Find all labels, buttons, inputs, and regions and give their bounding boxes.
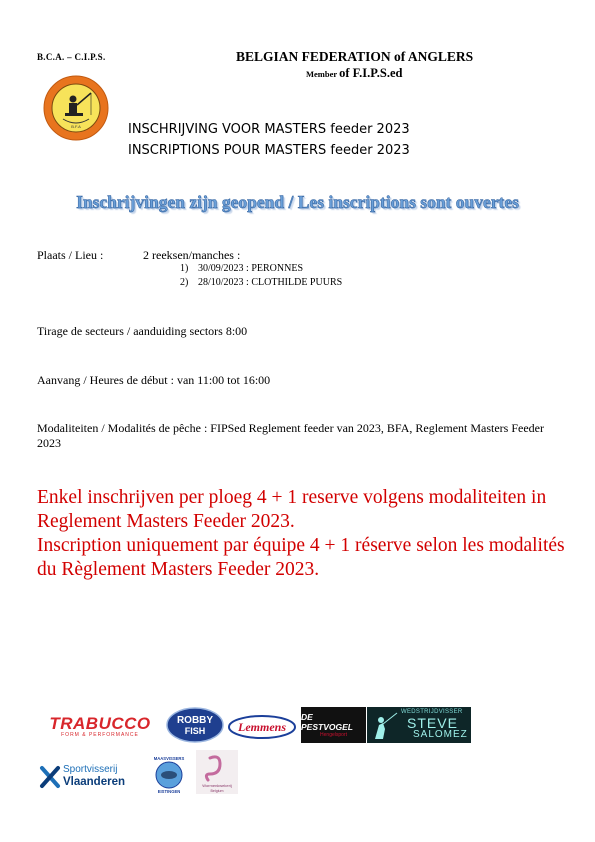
fishing-modalities: Modaliteiten / Modalités de pêche : FIPSed Reglement feeder van 2023, BFA, Reglement Masters Feeder 2023 [37,421,544,450]
sponsor-robby-fish-logo [165,706,225,744]
rounds-list [180,262,342,290]
svg-text:FISH: FISH [184,726,206,736]
notice-nl: Enkel inschrijven per ploeg 4 + 1 reserve volgens modaliteiten in Reglement Masters Feeder 2023. [37,487,547,532]
round-number: 1) [180,263,189,274]
sponsor-wormenkwekerij-logo [196,750,238,794]
sponsor-steve-salomez-logo [367,707,471,743]
sector-draw-time: Tirage de secteurs / aanduiding sectors 8:00 [37,324,248,338]
title-nl: INSCHRIJVING VOOR MASTERS feeder 2023 [128,122,410,137]
notice-fr: Inscription uniquement par équipe 4 + 1 réserve selon les modalités du Règlement Masters Feeder 2023. [37,535,565,580]
pestvogel-sub: Hengelsport [320,732,347,738]
sponsor-de-pestvogel-logo [301,707,366,743]
trabucco-name: TRABUCCO [49,713,151,733]
svg-text:Belgium: Belgium [210,789,224,793]
sponsor-maasvissers-logo [150,753,188,795]
sportvisserij-line2: Vlaanderen [63,776,125,788]
team-registration-notice [37,486,567,582]
round-text: 30/09/2023 : PERONNES [198,263,304,274]
bfa-federation-logo-icon [43,75,109,141]
svg-text:EISTINGEN: EISTINGEN [157,789,181,794]
header-left-org: B.C.A. – C.I.P.S. [37,52,106,62]
svg-text:Wormenkwekerij: Wormenkwekerij [202,783,232,788]
title-fr: INSCRIPTIONS POUR MASTERS feeder 2023 [128,143,410,158]
trabucco-tagline: FORM & PERFORMANCE [61,731,139,738]
sponsor-lemmens-logo [228,714,296,740]
sportvisserij-emblem-icon [39,765,61,789]
pestvogel-name: DE PESTVOGEL [301,712,353,732]
svg-text:ROBBY: ROBBY [176,715,214,726]
location-value: 2 reeksen/manches : [143,248,241,262]
svg-text:Lemmens: Lemmens [238,720,286,734]
sponsor-sportvisserij-vlaanderen-logo [39,762,147,792]
svg-text:B.F.A: B.F.A [71,124,81,129]
header-federation: BELGIAN FEDERATION of ANGLERS [236,49,474,64]
angler-silhouette-icon [369,711,399,741]
sportvisserij-line1: Sportvisserij [63,764,118,775]
steve-line2: STEVE [407,715,458,731]
list-item [180,276,342,290]
start-time: Aanvang / Heures de début : van 11:00 tot 16:00 [37,373,271,387]
steve-line1: WEDSTRIJDVISSER [401,709,463,715]
location-label: Plaats / Lieu : [37,248,104,262]
member-org: of F.I.P.S.ed [339,66,403,80]
member-prefix: Member [306,69,337,79]
round-text: 28/10/2023 : CLOTHILDE PUURS [198,277,343,288]
sponsor-trabucco-logo [41,712,159,740]
steve-line3: SALOMEZ [413,729,468,740]
svg-text:MAASVISSERS: MAASVISSERS [153,756,185,761]
list-item [180,262,342,276]
registration-open-banner: Inschrijvingen zijn geopend / Les inscriptions sont ouvertes [76,192,519,212]
round-number: 2) [180,277,189,288]
header-member [306,66,402,81]
